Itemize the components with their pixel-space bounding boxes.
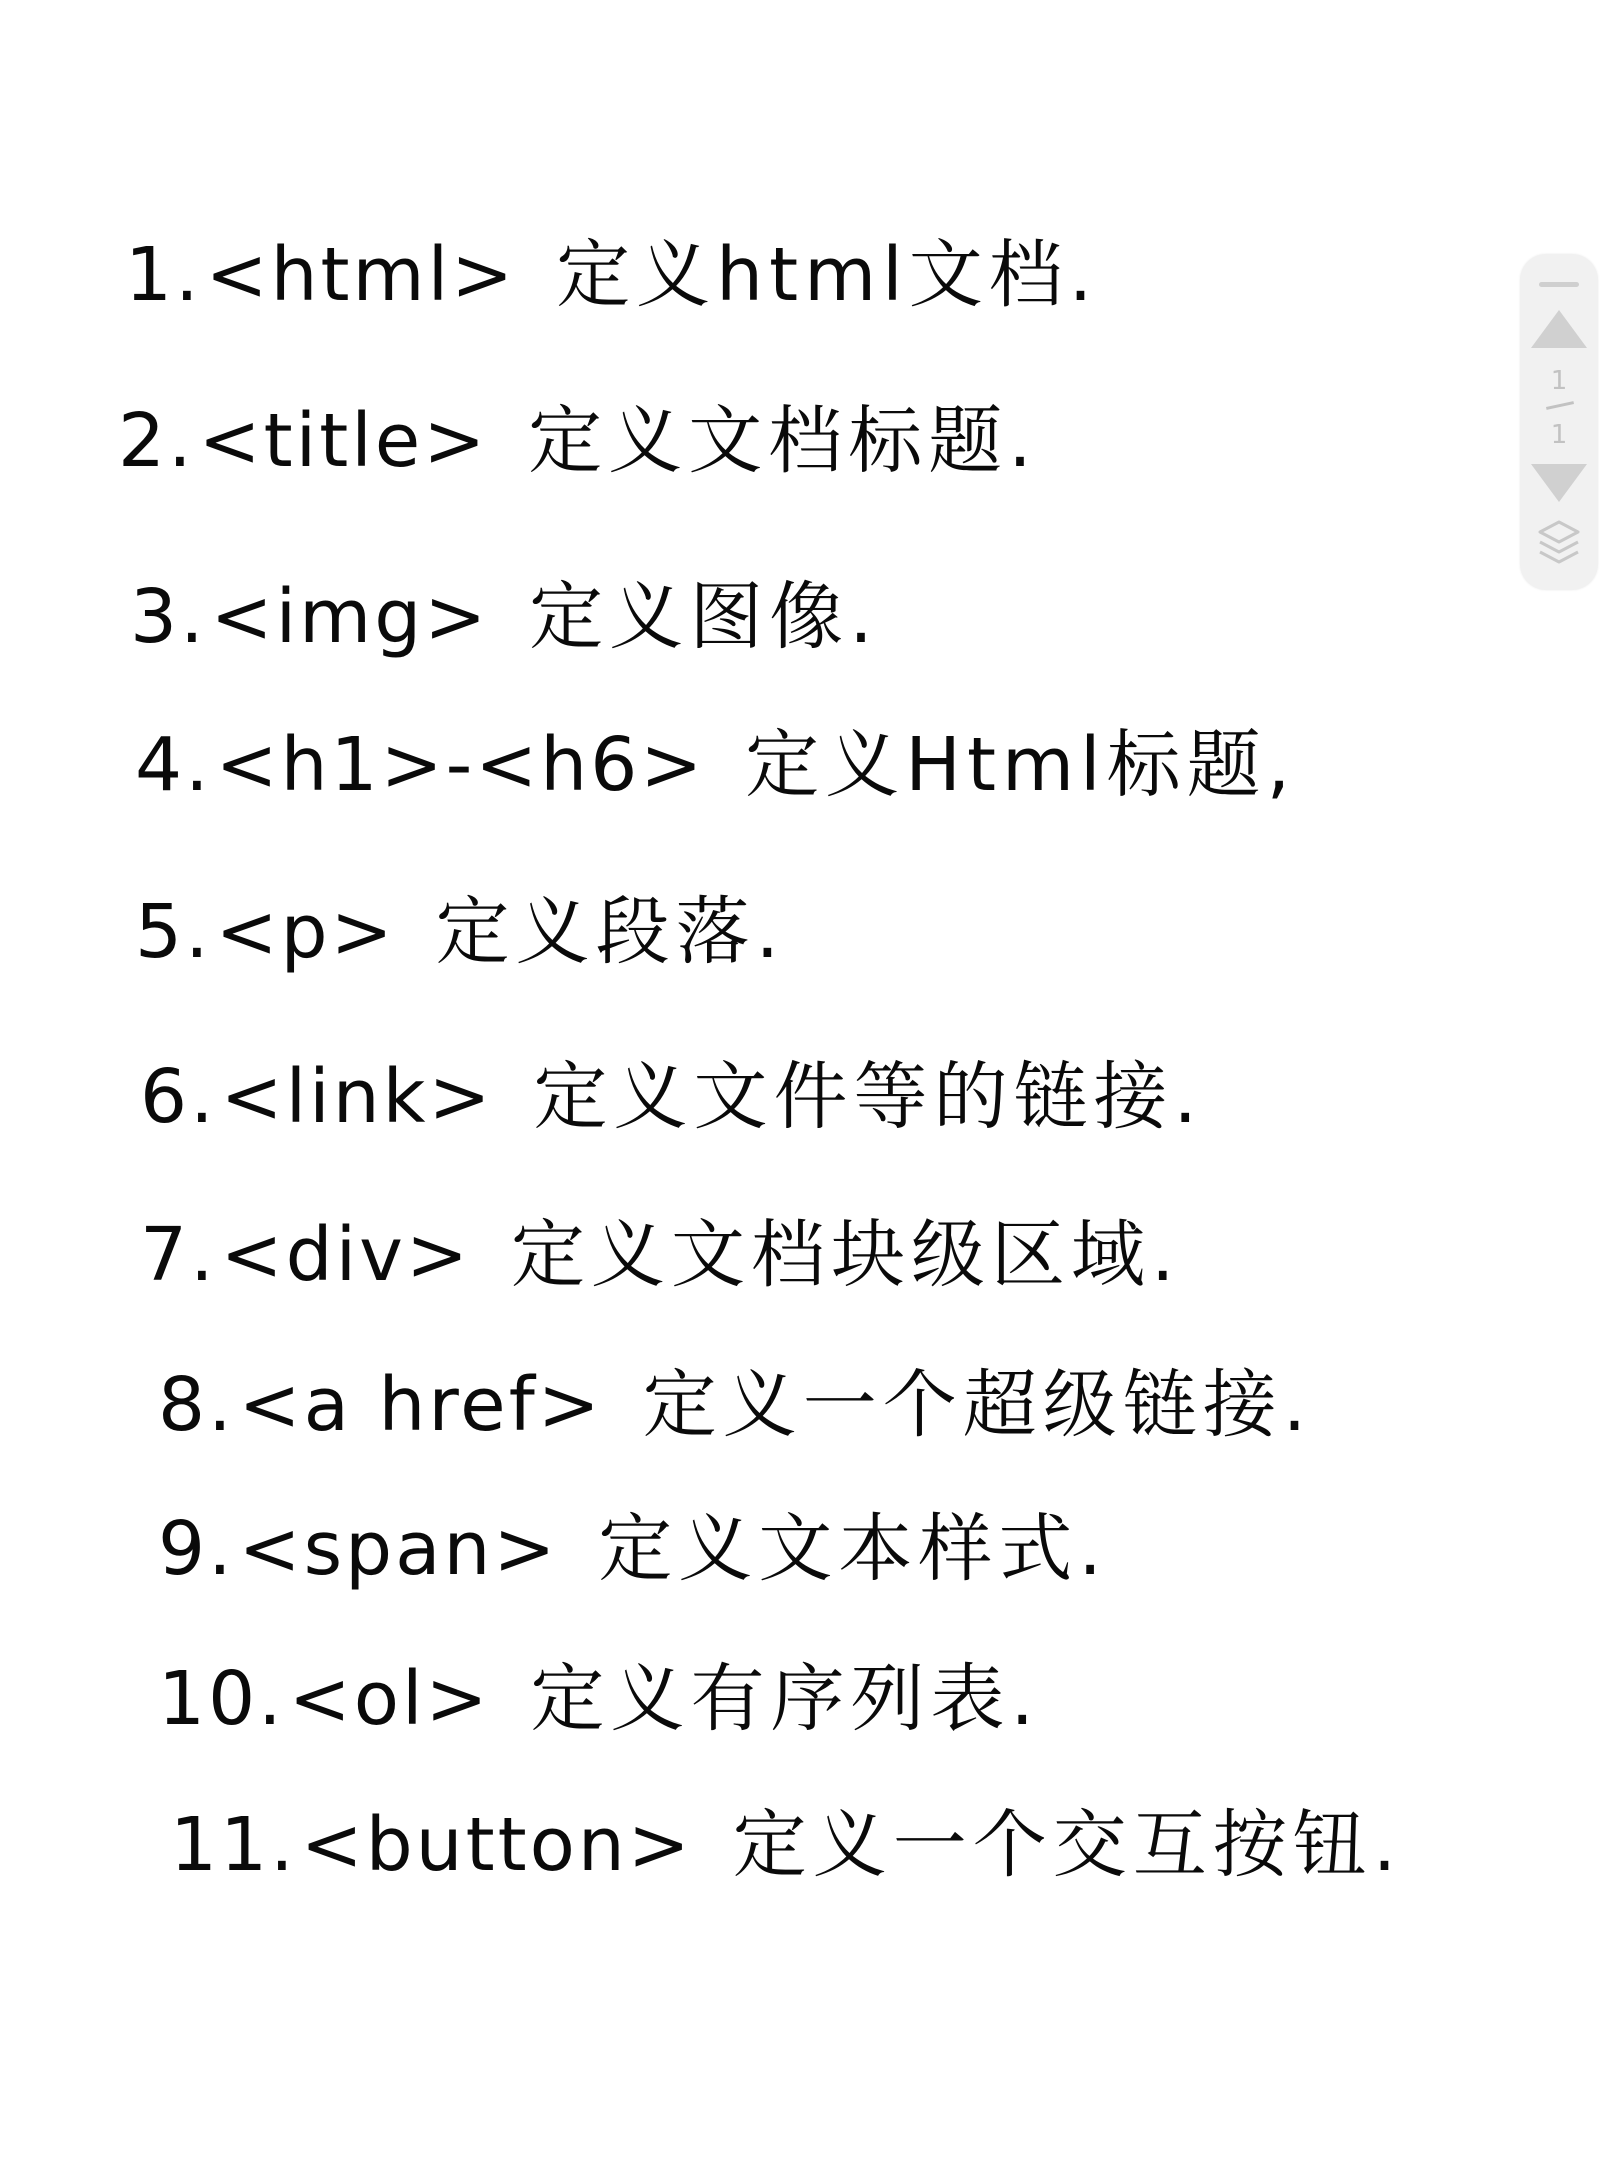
line-number: 2. xyxy=(118,398,195,484)
tag-text: <ol> xyxy=(288,1656,491,1742)
note-line xyxy=(158,1506,1108,1592)
line-number: 3. xyxy=(130,574,207,660)
line-number: 8. xyxy=(158,1362,235,1448)
note-line xyxy=(158,1362,1313,1448)
tag-text: <title> xyxy=(198,398,489,484)
page-down-icon[interactable] xyxy=(1531,464,1587,502)
note-line xyxy=(118,398,1038,484)
drag-handle-icon[interactable] xyxy=(1539,282,1579,287)
tag-text: <link> xyxy=(220,1054,494,1140)
definition-text: 定义html文档. xyxy=(556,232,1099,318)
line-number: 6. xyxy=(140,1054,217,1140)
tag-text: <p> xyxy=(215,889,396,975)
current-page-number: 1 xyxy=(1550,366,1568,396)
tag-text: <a href> xyxy=(238,1362,603,1448)
definition-text: 定义一个交互按钮. xyxy=(732,1802,1403,1888)
definition-text: 定义Html标题, xyxy=(745,722,1297,808)
definition-text: 定义有序列表. xyxy=(530,1656,1041,1742)
total-page-count: 1 xyxy=(1550,420,1568,450)
tag-text: <div> xyxy=(220,1212,471,1298)
note-line xyxy=(140,1212,1181,1298)
page-navigator[interactable] xyxy=(1520,254,1598,590)
definition-text: 定义图像. xyxy=(529,574,879,660)
tag-text: <h1>-<h6> xyxy=(215,722,706,808)
page-separator xyxy=(1546,401,1574,410)
tag-text: <img> xyxy=(210,574,490,660)
layers-icon[interactable] xyxy=(1537,518,1581,570)
note-line xyxy=(135,889,786,975)
line-number: 9. xyxy=(158,1506,235,1592)
definition-text: 定义段落. xyxy=(435,889,786,975)
line-number: 10. xyxy=(158,1656,285,1742)
definition-text: 定义文档标题. xyxy=(528,398,1038,484)
note-line xyxy=(170,1802,1403,1888)
line-number: 4. xyxy=(135,722,212,808)
definition-text: 定义文档块级区域. xyxy=(510,1212,1181,1298)
line-number: 1. xyxy=(125,232,202,318)
tag-text: <button> xyxy=(300,1802,693,1888)
note-line xyxy=(125,232,1099,318)
note-line xyxy=(140,1054,1204,1140)
definition-text: 定义一个超级链接. xyxy=(642,1362,1313,1448)
page-up-icon[interactable] xyxy=(1531,310,1587,348)
note-line xyxy=(135,722,1297,808)
line-number: 11. xyxy=(170,1802,297,1888)
line-number: 5. xyxy=(135,889,212,975)
note-line xyxy=(130,574,879,660)
tag-text: <span> xyxy=(238,1506,559,1592)
note-line xyxy=(158,1656,1041,1742)
definition-text: 定义文本样式. xyxy=(598,1506,1108,1592)
tag-text: <html> xyxy=(205,232,517,318)
line-number: 7. xyxy=(140,1212,217,1298)
definition-text: 定义文件等的链接. xyxy=(533,1054,1204,1140)
